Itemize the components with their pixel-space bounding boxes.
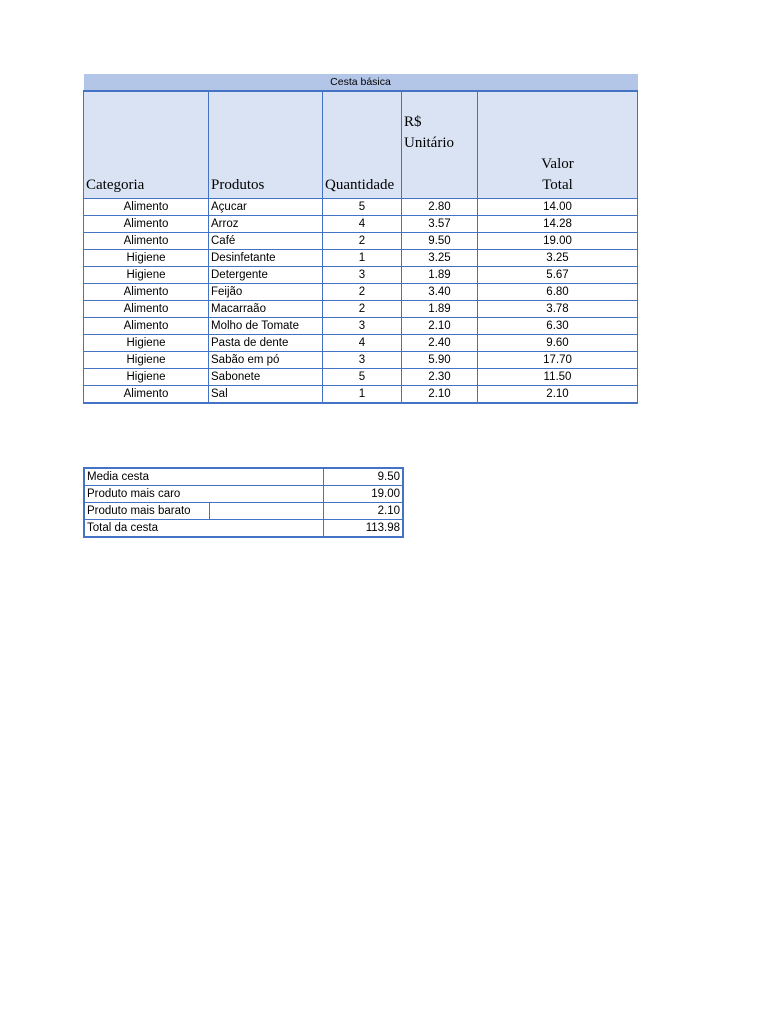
cell-total[interactable]: 17.70 [478,352,638,369]
summary-value[interactable]: 19.00 [323,486,403,503]
header-unitario-line1: R$ [404,114,422,130]
cell-quantidade[interactable]: 3 [323,352,402,369]
cell-total[interactable]: 14.28 [478,216,638,233]
cell-produto[interactable]: Arroz [209,216,323,233]
cell-unitario[interactable]: 2.30 [402,369,478,386]
cell-unitario[interactable]: 2.10 [402,318,478,335]
summary-label[interactable]: Produto mais barato [84,503,209,520]
cell-categoria[interactable]: Alimento [84,284,209,301]
header-valor-total[interactable] [478,91,638,199]
cell-quantidade[interactable]: 2 [323,233,402,250]
cell-categoria[interactable]: Alimento [84,301,209,318]
summary-value[interactable]: 2.10 [323,503,403,520]
table-row [84,369,638,386]
header-unitario[interactable] [402,91,478,199]
cell-produto[interactable]: Molho de Tomate [209,318,323,335]
table-row [84,216,638,233]
cell-quantidade[interactable]: 2 [323,284,402,301]
summary-table [83,467,404,538]
cell-categoria[interactable]: Alimento [84,318,209,335]
cell-total[interactable]: 11.50 [478,369,638,386]
summary-row-mais-barato [84,503,403,520]
cell-quantidade[interactable]: 2 [323,301,402,318]
cell-unitario[interactable]: 1.89 [402,301,478,318]
summary-row-total [84,520,403,538]
cell-quantidade[interactable]: 1 [323,386,402,404]
table-row [84,386,638,404]
table-row [84,267,638,284]
table-row [84,199,638,216]
cell-quantidade[interactable]: 5 [323,369,402,386]
cell-produto[interactable]: Macarraão [209,301,323,318]
cell-total[interactable]: 19.00 [478,233,638,250]
cell-unitario[interactable]: 2.40 [402,335,478,352]
cell-total[interactable]: 3.78 [478,301,638,318]
cell-produto[interactable]: Detergente [209,267,323,284]
summary-value[interactable]: 113.98 [323,520,403,538]
cell-total[interactable]: 3.25 [478,250,638,267]
cell-unitario[interactable]: 2.10 [402,386,478,404]
cell-categoria[interactable]: Alimento [84,216,209,233]
summary-label[interactable]: Media cesta [84,468,323,486]
cell-quantidade[interactable]: 3 [323,267,402,284]
cell-categoria[interactable]: Higiene [84,250,209,267]
header-produtos[interactable]: Produtos [209,91,323,199]
cell-produto[interactable]: Desinfetante [209,250,323,267]
summary-empty-cell[interactable] [209,503,323,520]
cell-categoria[interactable]: Higiene [84,335,209,352]
table-row [84,335,638,352]
cell-categoria[interactable]: Alimento [84,386,209,404]
cell-total[interactable]: 9.60 [478,335,638,352]
cell-produto[interactable]: Pasta de dente [209,335,323,352]
table-title-row [84,74,638,91]
cell-categoria[interactable]: Alimento [84,199,209,216]
table-row [84,301,638,318]
cell-produto[interactable]: Açucar [209,199,323,216]
cesta-basica-table [83,74,638,404]
header-row [84,91,638,199]
cell-unitario[interactable]: 3.40 [402,284,478,301]
cell-total[interactable]: 14.00 [478,199,638,216]
cell-produto[interactable]: Sabão em pó [209,352,323,369]
cell-produto[interactable]: Sal [209,386,323,404]
cell-quantidade[interactable]: 4 [323,335,402,352]
cell-produto[interactable]: Sabonete [209,369,323,386]
cell-total[interactable]: 2.10 [478,386,638,404]
table-title[interactable]: Cesta básica [84,74,638,91]
summary-row-media [84,468,403,486]
summary-label[interactable]: Produto mais caro [84,486,323,503]
summary-row-mais-caro [84,486,403,503]
cell-unitario[interactable]: 3.25 [402,250,478,267]
cell-quantidade[interactable]: 4 [323,216,402,233]
summary-value[interactable]: 9.50 [323,468,403,486]
summary-label[interactable]: Total da cesta [84,520,323,538]
header-total-line2: Total [542,177,573,193]
cell-total[interactable]: 5.67 [478,267,638,284]
cell-quantidade[interactable]: 1 [323,250,402,267]
cell-unitario[interactable]: 5.90 [402,352,478,369]
header-quantidade[interactable]: Quantidade [323,91,402,199]
cell-quantidade[interactable]: 3 [323,318,402,335]
cell-categoria[interactable]: Higiene [84,369,209,386]
cell-categoria[interactable]: Alimento [84,233,209,250]
table-row [84,284,638,301]
cell-quantidade[interactable]: 5 [323,199,402,216]
cell-unitario[interactable]: 2.80 [402,199,478,216]
table-row [84,318,638,335]
cell-produto[interactable]: Café [209,233,323,250]
header-total-line1: Valor [541,156,574,172]
cell-categoria[interactable]: Higiene [84,352,209,369]
cell-categoria[interactable]: Higiene [84,267,209,284]
cell-total[interactable]: 6.30 [478,318,638,335]
table-row [84,233,638,250]
cell-produto[interactable]: Feijão [209,284,323,301]
table-row [84,250,638,267]
cell-unitario[interactable]: 3.57 [402,216,478,233]
cell-unitario[interactable]: 1.89 [402,267,478,284]
cell-total[interactable]: 6.80 [478,284,638,301]
header-categoria[interactable]: Categoria [84,91,209,199]
header-unitario-line2: Unitário [404,135,454,151]
cell-unitario[interactable]: 9.50 [402,233,478,250]
table-row [84,352,638,369]
